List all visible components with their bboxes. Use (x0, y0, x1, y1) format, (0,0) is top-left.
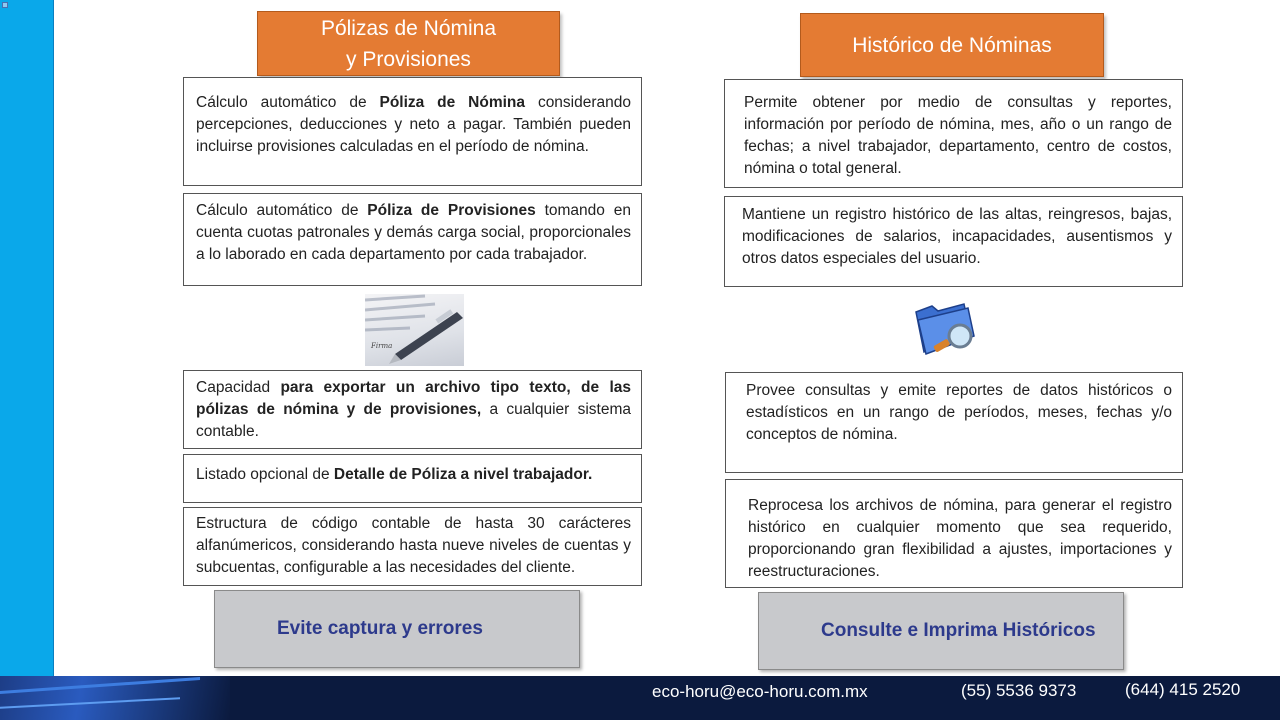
card-consultas-reportes: Permite obtener por medio de consultas y reportes, información por período de nómina, mes, año o un rango de fechas; a nivel trabajador, departamento, centro de costos, nómina o total general. (724, 79, 1183, 188)
footer-bar (0, 676, 1280, 720)
left-accent-bar (0, 0, 54, 676)
header-historico-line1: Histórico de Nóminas (852, 33, 1052, 57)
action-evite-captura[interactable]: Evite captura y errores (214, 590, 580, 668)
card-poliza-provisiones: Cálculo automático de Póliza de Provisiones tomando en cuenta cuotas patronales y demás carga social, proporcionales a lo laborado en cada departamento por cada trabajador. (183, 193, 642, 286)
card-detalle-poliza: Listado opcional de Detalle de Póliza a nivel trabajador. (183, 454, 642, 503)
svg-text:Firma: Firma (371, 342, 393, 350)
corner-marker (2, 2, 8, 8)
header-polizas (257, 11, 560, 76)
card-provee-consultas: Provee consultas y emite reportes de datos históricos o estadísticos en un rango de períodos, meses, fechas y/o conceptos de nómina. (725, 372, 1183, 473)
card-registro-historico: Mantiene un registro histórico de las altas, reingresos, bajas, modificaciones de salarios, incapacidades, ausentismos y otros datos especiales del usuario. (724, 196, 1183, 287)
header-historico (800, 13, 1104, 77)
header-polizas-line1: Pólizas de Nómina (320, 16, 497, 40)
pen-signature-icon (365, 294, 464, 366)
header-polizas-line2: y Provisiones (346, 47, 471, 71)
card-exportar: Capacidad para exportar un archivo tipo texto, de las pólizas de nómina y de provisiones, a cualquier sistema contable. (183, 370, 642, 449)
card-reprocesa: Reprocesa los archivos de nómina, para generar el registro histórico en cualquier momento que sea requerido, proporcionando gran flexibilidad a ajustes, importaciones y reestructuraciones. (725, 479, 1183, 588)
folder-search-icon (912, 302, 980, 358)
footer-email[interactable]: eco-horu@eco-horu.com.mx (652, 682, 868, 701)
footer-phone-2[interactable]: (644) 415 2520 (1125, 680, 1241, 699)
action-consulte-historicos[interactable]: Consulte e Imprima Históricos (758, 592, 1124, 670)
footer-phone-1[interactable]: (55) 5536 9373 (961, 681, 1077, 700)
card-poliza-nomina: Cálculo automático de Póliza de Nómina considerando percepciones, deducciones y neto a pagar. También pueden incluirse provisiones calculadas en el período de nómina. (183, 77, 642, 186)
card-estructura-codigo: Estructura de código contable de hasta 30 carácteres alfanúmericos, considerando hasta nueve niveles de cuentas y subcuentas, configurable a las necesidades del cliente. (183, 507, 642, 586)
